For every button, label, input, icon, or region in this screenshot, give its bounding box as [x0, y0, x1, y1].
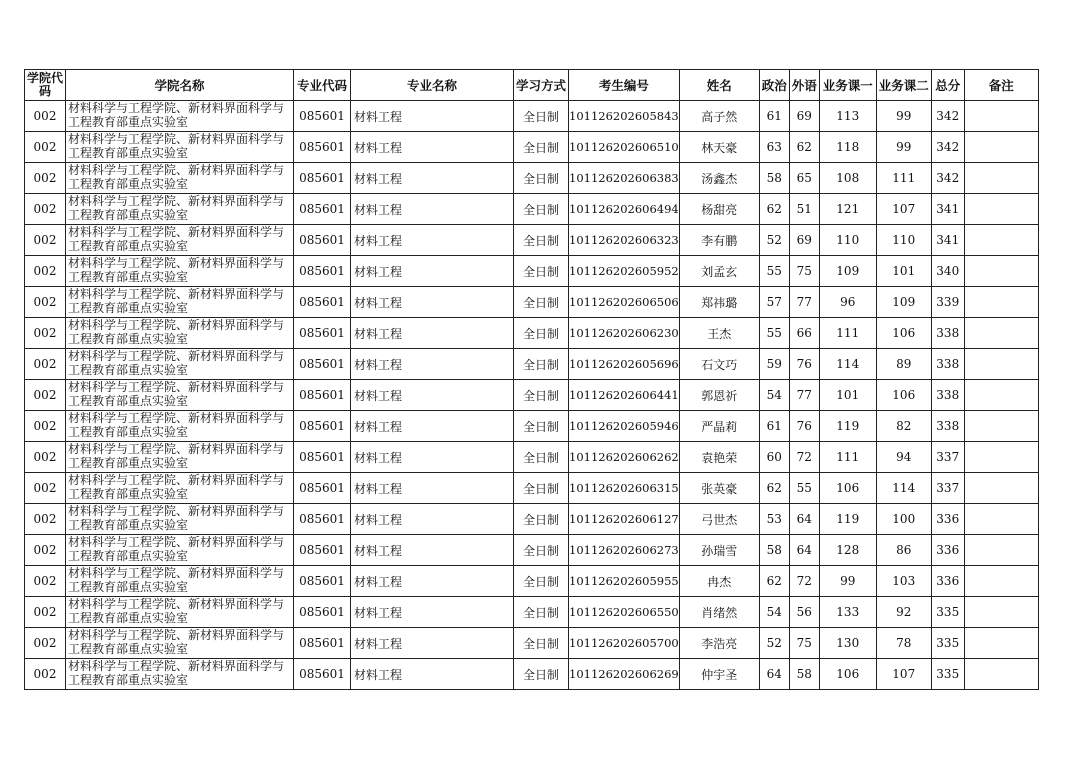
name-cell: 张英豪 — [679, 473, 759, 504]
subject-two-score-cell: 114 — [876, 473, 931, 504]
politics-score-cell: 62 — [759, 473, 789, 504]
candidate-id-cell: 101126202606510 — [569, 132, 680, 163]
major-code-cell: 085601 — [294, 535, 351, 566]
foreign-language-header: 外语 — [789, 70, 819, 101]
major-code-cell: 085601 — [294, 101, 351, 132]
college-name-cell: 材料科学与工程学院、新材料界面科学与工程教育部重点实验室 — [66, 566, 294, 597]
table-row — [25, 256, 1039, 287]
subject-two-score-cell: 110 — [876, 225, 931, 256]
college-name-cell: 材料科学与工程学院、新材料界面科学与工程教育部重点实验室 — [66, 659, 294, 690]
major-name-header: 专业名称 — [351, 70, 514, 101]
college-code-cell: 002 — [25, 318, 66, 349]
name-cell: 冉杰 — [679, 566, 759, 597]
subject-one-score-cell: 113 — [819, 101, 876, 132]
subject-two-score-cell: 99 — [876, 132, 931, 163]
candidate-id-cell: 101126202606273 — [569, 535, 680, 566]
table-row — [25, 194, 1039, 225]
college-code-cell: 002 — [25, 597, 66, 628]
candidate-id-cell: 101126202606230 — [569, 318, 680, 349]
major-code-cell: 085601 — [294, 194, 351, 225]
total-score-cell: 336 — [931, 566, 964, 597]
subject-two-score-cell: 99 — [876, 101, 931, 132]
candidate-id-cell: 101126202605955 — [569, 566, 680, 597]
politics-score-cell: 55 — [759, 318, 789, 349]
college-code-cell: 002 — [25, 535, 66, 566]
major-code-cell: 085601 — [294, 411, 351, 442]
subject-two-score-cell: 86 — [876, 535, 931, 566]
name-cell: 李有鹏 — [679, 225, 759, 256]
table-row — [25, 597, 1039, 628]
subject-two-score-cell: 94 — [876, 442, 931, 473]
candidate-id-cell: 101126202606494 — [569, 194, 680, 225]
subject-two-score-cell: 106 — [876, 318, 931, 349]
total-score-cell: 342 — [931, 101, 964, 132]
study-mode-cell: 全日制 — [514, 566, 569, 597]
table-row — [25, 442, 1039, 473]
remarks-cell — [964, 256, 1038, 287]
subject-one-score-cell: 111 — [819, 318, 876, 349]
major-code-cell: 085601 — [294, 132, 351, 163]
politics-score-cell: 54 — [759, 380, 789, 411]
major-name-cell: 材料工程 — [351, 566, 514, 597]
college-code-header: 学院代码 — [25, 70, 66, 101]
subject-two-header: 业务课二 — [876, 70, 931, 101]
subject-two-score-cell: 109 — [876, 287, 931, 318]
remarks-cell — [964, 380, 1038, 411]
table-body — [25, 101, 1039, 690]
major-name-cell: 材料工程 — [351, 380, 514, 411]
college-name-cell: 材料科学与工程学院、新材料界面科学与工程教育部重点实验室 — [66, 163, 294, 194]
total-score-cell: 340 — [931, 256, 964, 287]
remarks-cell — [964, 318, 1038, 349]
study-mode-cell: 全日制 — [514, 597, 569, 628]
college-code-cell: 002 — [25, 349, 66, 380]
college-name-cell: 材料科学与工程学院、新材料界面科学与工程教育部重点实验室 — [66, 442, 294, 473]
subject-one-score-cell: 121 — [819, 194, 876, 225]
politics-score-cell: 60 — [759, 442, 789, 473]
total-score-cell: 338 — [931, 318, 964, 349]
subject-one-score-cell: 99 — [819, 566, 876, 597]
candidate-id-header: 考生编号 — [569, 70, 680, 101]
subject-one-score-cell: 108 — [819, 163, 876, 194]
total-score-cell: 336 — [931, 535, 964, 566]
name-cell: 郑祎璐 — [679, 287, 759, 318]
candidate-id-cell: 101126202605700 — [569, 628, 680, 659]
college-code-cell: 002 — [25, 566, 66, 597]
politics-score-cell: 52 — [759, 225, 789, 256]
name-cell: 汤鑫杰 — [679, 163, 759, 194]
foreign-language-score-cell: 76 — [789, 411, 819, 442]
major-code-cell: 085601 — [294, 628, 351, 659]
major-code-cell: 085601 — [294, 473, 351, 504]
college-code-cell: 002 — [25, 380, 66, 411]
foreign-language-score-cell: 77 — [789, 287, 819, 318]
foreign-language-score-cell: 76 — [789, 349, 819, 380]
politics-score-cell: 62 — [759, 566, 789, 597]
major-name-cell: 材料工程 — [351, 256, 514, 287]
study-mode-cell: 全日制 — [514, 194, 569, 225]
major-code-cell: 085601 — [294, 442, 351, 473]
politics-score-cell: 53 — [759, 504, 789, 535]
table-row — [25, 349, 1039, 380]
remarks-cell — [964, 628, 1038, 659]
subject-one-score-cell: 130 — [819, 628, 876, 659]
politics-score-cell: 58 — [759, 535, 789, 566]
remarks-cell — [964, 411, 1038, 442]
major-name-cell: 材料工程 — [351, 225, 514, 256]
college-name-cell: 材料科学与工程学院、新材料界面科学与工程教育部重点实验室 — [66, 628, 294, 659]
name-cell: 肖绪然 — [679, 597, 759, 628]
college-name-cell: 材料科学与工程学院、新材料界面科学与工程教育部重点实验室 — [66, 597, 294, 628]
politics-score-cell: 61 — [759, 411, 789, 442]
study-mode-cell: 全日制 — [514, 349, 569, 380]
foreign-language-score-cell: 69 — [789, 225, 819, 256]
subject-two-score-cell: 101 — [876, 256, 931, 287]
major-name-cell: 材料工程 — [351, 132, 514, 163]
table-row — [25, 380, 1039, 411]
foreign-language-score-cell: 66 — [789, 318, 819, 349]
subject-one-score-cell: 111 — [819, 442, 876, 473]
candidate-id-cell: 101126202606383 — [569, 163, 680, 194]
subject-one-score-cell: 106 — [819, 473, 876, 504]
table-row — [25, 101, 1039, 132]
subject-one-score-cell: 101 — [819, 380, 876, 411]
remarks-cell — [964, 504, 1038, 535]
name-header: 姓名 — [679, 70, 759, 101]
candidate-id-cell: 101126202606441 — [569, 380, 680, 411]
remarks-cell — [964, 225, 1038, 256]
foreign-language-score-cell: 65 — [789, 163, 819, 194]
candidate-id-cell: 101126202606269 — [569, 659, 680, 690]
politics-score-cell: 52 — [759, 628, 789, 659]
foreign-language-score-cell: 72 — [789, 442, 819, 473]
name-cell: 李浩亮 — [679, 628, 759, 659]
major-name-cell: 材料工程 — [351, 349, 514, 380]
subject-one-score-cell: 106 — [819, 659, 876, 690]
subject-one-score-cell: 110 — [819, 225, 876, 256]
college-name-cell: 材料科学与工程学院、新材料界面科学与工程教育部重点实验室 — [66, 473, 294, 504]
major-name-cell: 材料工程 — [351, 101, 514, 132]
study-mode-cell: 全日制 — [514, 504, 569, 535]
table-row — [25, 318, 1039, 349]
remarks-cell — [964, 349, 1038, 380]
foreign-language-score-cell: 58 — [789, 659, 819, 690]
politics-score-cell: 58 — [759, 163, 789, 194]
subject-one-score-cell: 128 — [819, 535, 876, 566]
subject-one-header: 业务课一 — [819, 70, 876, 101]
foreign-language-score-cell: 75 — [789, 628, 819, 659]
college-code-cell: 002 — [25, 287, 66, 318]
foreign-language-score-cell: 77 — [789, 380, 819, 411]
college-name-cell: 材料科学与工程学院、新材料界面科学与工程教育部重点实验室 — [66, 194, 294, 225]
remarks-cell — [964, 132, 1038, 163]
college-code-cell: 002 — [25, 473, 66, 504]
remarks-cell — [964, 163, 1038, 194]
foreign-language-score-cell: 72 — [789, 566, 819, 597]
total-score-cell: 339 — [931, 287, 964, 318]
subject-two-score-cell: 103 — [876, 566, 931, 597]
total-score-cell: 342 — [931, 163, 964, 194]
subject-two-score-cell: 78 — [876, 628, 931, 659]
total-score-cell: 336 — [931, 504, 964, 535]
politics-score-cell: 54 — [759, 597, 789, 628]
major-code-cell: 085601 — [294, 163, 351, 194]
study-mode-cell: 全日制 — [514, 380, 569, 411]
subject-two-score-cell: 82 — [876, 411, 931, 442]
total-score-cell: 337 — [931, 473, 964, 504]
name-cell: 刘孟玄 — [679, 256, 759, 287]
subject-one-score-cell: 109 — [819, 256, 876, 287]
study-mode-cell: 全日制 — [514, 411, 569, 442]
total-score-cell: 341 — [931, 225, 964, 256]
table-row — [25, 163, 1039, 194]
name-cell: 杨甜亮 — [679, 194, 759, 225]
major-code-cell: 085601 — [294, 659, 351, 690]
remarks-cell — [964, 566, 1038, 597]
college-name-cell: 材料科学与工程学院、新材料界面科学与工程教育部重点实验室 — [66, 380, 294, 411]
study-mode-cell: 全日制 — [514, 256, 569, 287]
total-score-cell: 335 — [931, 597, 964, 628]
politics-header: 政治 — [759, 70, 789, 101]
college-name-cell: 材料科学与工程学院、新材料界面科学与工程教育部重点实验室 — [66, 225, 294, 256]
politics-score-cell: 59 — [759, 349, 789, 380]
candidate-id-cell: 101126202606315 — [569, 473, 680, 504]
total-score-cell: 335 — [931, 628, 964, 659]
study-mode-cell: 全日制 — [514, 132, 569, 163]
table-row — [25, 535, 1039, 566]
major-code-cell: 085601 — [294, 380, 351, 411]
politics-score-cell: 61 — [759, 101, 789, 132]
total-score-cell: 341 — [931, 194, 964, 225]
college-code-cell: 002 — [25, 225, 66, 256]
major-name-cell: 材料工程 — [351, 659, 514, 690]
candidate-id-cell: 101126202606323 — [569, 225, 680, 256]
study-mode-cell: 全日制 — [514, 442, 569, 473]
candidate-id-cell: 101126202606550 — [569, 597, 680, 628]
table-row — [25, 628, 1039, 659]
major-name-cell: 材料工程 — [351, 287, 514, 318]
candidate-id-cell: 101126202605696 — [569, 349, 680, 380]
college-name-cell: 材料科学与工程学院、新材料界面科学与工程教育部重点实验室 — [66, 411, 294, 442]
remarks-cell — [964, 597, 1038, 628]
subject-two-score-cell: 89 — [876, 349, 931, 380]
table-row — [25, 132, 1039, 163]
remarks-cell — [964, 535, 1038, 566]
subject-one-score-cell: 133 — [819, 597, 876, 628]
table-header-row — [25, 70, 1039, 101]
foreign-language-score-cell: 64 — [789, 535, 819, 566]
subject-one-score-cell: 119 — [819, 504, 876, 535]
name-cell: 严晶莉 — [679, 411, 759, 442]
subject-two-score-cell: 111 — [876, 163, 931, 194]
name-cell: 林天豪 — [679, 132, 759, 163]
major-name-cell: 材料工程 — [351, 597, 514, 628]
table-row — [25, 287, 1039, 318]
subject-two-score-cell: 107 — [876, 659, 931, 690]
candidate-id-cell: 101126202605843 — [569, 101, 680, 132]
major-name-cell: 材料工程 — [351, 411, 514, 442]
total-score-cell: 337 — [931, 442, 964, 473]
subject-one-score-cell: 119 — [819, 411, 876, 442]
major-code-cell: 085601 — [294, 256, 351, 287]
name-cell: 王杰 — [679, 318, 759, 349]
politics-score-cell: 63 — [759, 132, 789, 163]
study-mode-cell: 全日制 — [514, 225, 569, 256]
college-name-cell: 材料科学与工程学院、新材料界面科学与工程教育部重点实验室 — [66, 101, 294, 132]
college-name-cell: 材料科学与工程学院、新材料界面科学与工程教育部重点实验室 — [66, 287, 294, 318]
college-name-cell: 材料科学与工程学院、新材料界面科学与工程教育部重点实验室 — [66, 318, 294, 349]
politics-score-cell: 57 — [759, 287, 789, 318]
foreign-language-score-cell: 62 — [789, 132, 819, 163]
name-cell: 袁艳荣 — [679, 442, 759, 473]
major-name-cell: 材料工程 — [351, 504, 514, 535]
total-score-cell: 338 — [931, 411, 964, 442]
name-cell: 仲宇圣 — [679, 659, 759, 690]
remarks-cell — [964, 473, 1038, 504]
study-mode-cell: 全日制 — [514, 535, 569, 566]
candidate-id-cell: 101126202606506 — [569, 287, 680, 318]
college-code-cell: 002 — [25, 163, 66, 194]
name-cell: 高子然 — [679, 101, 759, 132]
table-row — [25, 473, 1039, 504]
foreign-language-score-cell: 51 — [789, 194, 819, 225]
total-score-cell: 338 — [931, 349, 964, 380]
name-cell: 弓世杰 — [679, 504, 759, 535]
subject-two-score-cell: 106 — [876, 380, 931, 411]
major-code-cell: 085601 — [294, 225, 351, 256]
subject-two-score-cell: 92 — [876, 597, 931, 628]
major-name-cell: 材料工程 — [351, 535, 514, 566]
major-code-cell: 085601 — [294, 349, 351, 380]
study-mode-cell: 全日制 — [514, 659, 569, 690]
subject-one-score-cell: 114 — [819, 349, 876, 380]
college-code-cell: 002 — [25, 194, 66, 225]
college-code-cell: 002 — [25, 411, 66, 442]
remarks-cell — [964, 194, 1038, 225]
college-code-cell: 002 — [25, 628, 66, 659]
major-code-cell: 085601 — [294, 318, 351, 349]
study-mode-cell: 全日制 — [514, 163, 569, 194]
admission-score-table — [24, 69, 1039, 690]
politics-score-cell: 55 — [759, 256, 789, 287]
total-score-header: 总分 — [931, 70, 964, 101]
college-code-cell: 002 — [25, 256, 66, 287]
college-code-cell: 002 — [25, 442, 66, 473]
major-name-cell: 材料工程 — [351, 628, 514, 659]
name-cell: 石文巧 — [679, 349, 759, 380]
college-code-cell: 002 — [25, 504, 66, 535]
study-mode-cell: 全日制 — [514, 101, 569, 132]
candidate-id-cell: 101126202606127 — [569, 504, 680, 535]
subject-one-score-cell: 96 — [819, 287, 876, 318]
major-code-cell: 085601 — [294, 566, 351, 597]
study-mode-cell: 全日制 — [514, 473, 569, 504]
table-row — [25, 411, 1039, 442]
college-name-cell: 材料科学与工程学院、新材料界面科学与工程教育部重点实验室 — [66, 504, 294, 535]
foreign-language-score-cell: 75 — [789, 256, 819, 287]
foreign-language-score-cell: 55 — [789, 473, 819, 504]
table-row — [25, 225, 1039, 256]
college-name-header: 学院名称 — [66, 70, 294, 101]
major-code-cell: 085601 — [294, 597, 351, 628]
study-mode-cell: 全日制 — [514, 287, 569, 318]
candidate-id-cell: 101126202605946 — [569, 411, 680, 442]
study-mode-header: 学习方式 — [514, 70, 569, 101]
college-code-cell: 002 — [25, 659, 66, 690]
foreign-language-score-cell: 64 — [789, 504, 819, 535]
study-mode-cell: 全日制 — [514, 628, 569, 659]
college-name-cell: 材料科学与工程学院、新材料界面科学与工程教育部重点实验室 — [66, 132, 294, 163]
table-row — [25, 659, 1039, 690]
college-code-cell: 002 — [25, 101, 66, 132]
subject-one-score-cell: 118 — [819, 132, 876, 163]
remarks-cell — [964, 442, 1038, 473]
college-code-cell: 002 — [25, 132, 66, 163]
name-cell: 郭恩祈 — [679, 380, 759, 411]
major-name-cell: 材料工程 — [351, 318, 514, 349]
subject-two-score-cell: 100 — [876, 504, 931, 535]
remarks-cell — [964, 101, 1038, 132]
politics-score-cell: 62 — [759, 194, 789, 225]
major-code-header: 专业代码 — [294, 70, 351, 101]
major-name-cell: 材料工程 — [351, 163, 514, 194]
college-name-cell: 材料科学与工程学院、新材料界面科学与工程教育部重点实验室 — [66, 349, 294, 380]
total-score-cell: 342 — [931, 132, 964, 163]
subject-two-score-cell: 107 — [876, 194, 931, 225]
major-code-cell: 085601 — [294, 287, 351, 318]
remarks-cell — [964, 287, 1038, 318]
candidate-id-cell: 101126202606262 — [569, 442, 680, 473]
foreign-language-score-cell: 56 — [789, 597, 819, 628]
remarks-header: 备注 — [964, 70, 1038, 101]
politics-score-cell: 64 — [759, 659, 789, 690]
name-cell: 孙瑞雪 — [679, 535, 759, 566]
total-score-cell: 338 — [931, 380, 964, 411]
foreign-language-score-cell: 69 — [789, 101, 819, 132]
candidate-id-cell: 101126202605952 — [569, 256, 680, 287]
college-name-cell: 材料科学与工程学院、新材料界面科学与工程教育部重点实验室 — [66, 256, 294, 287]
major-code-cell: 085601 — [294, 504, 351, 535]
major-name-cell: 材料工程 — [351, 473, 514, 504]
study-mode-cell: 全日制 — [514, 318, 569, 349]
major-name-cell: 材料工程 — [351, 442, 514, 473]
remarks-cell — [964, 659, 1038, 690]
major-name-cell: 材料工程 — [351, 194, 514, 225]
total-score-cell: 335 — [931, 659, 964, 690]
table-row — [25, 566, 1039, 597]
table-row — [25, 504, 1039, 535]
college-name-cell: 材料科学与工程学院、新材料界面科学与工程教育部重点实验室 — [66, 535, 294, 566]
